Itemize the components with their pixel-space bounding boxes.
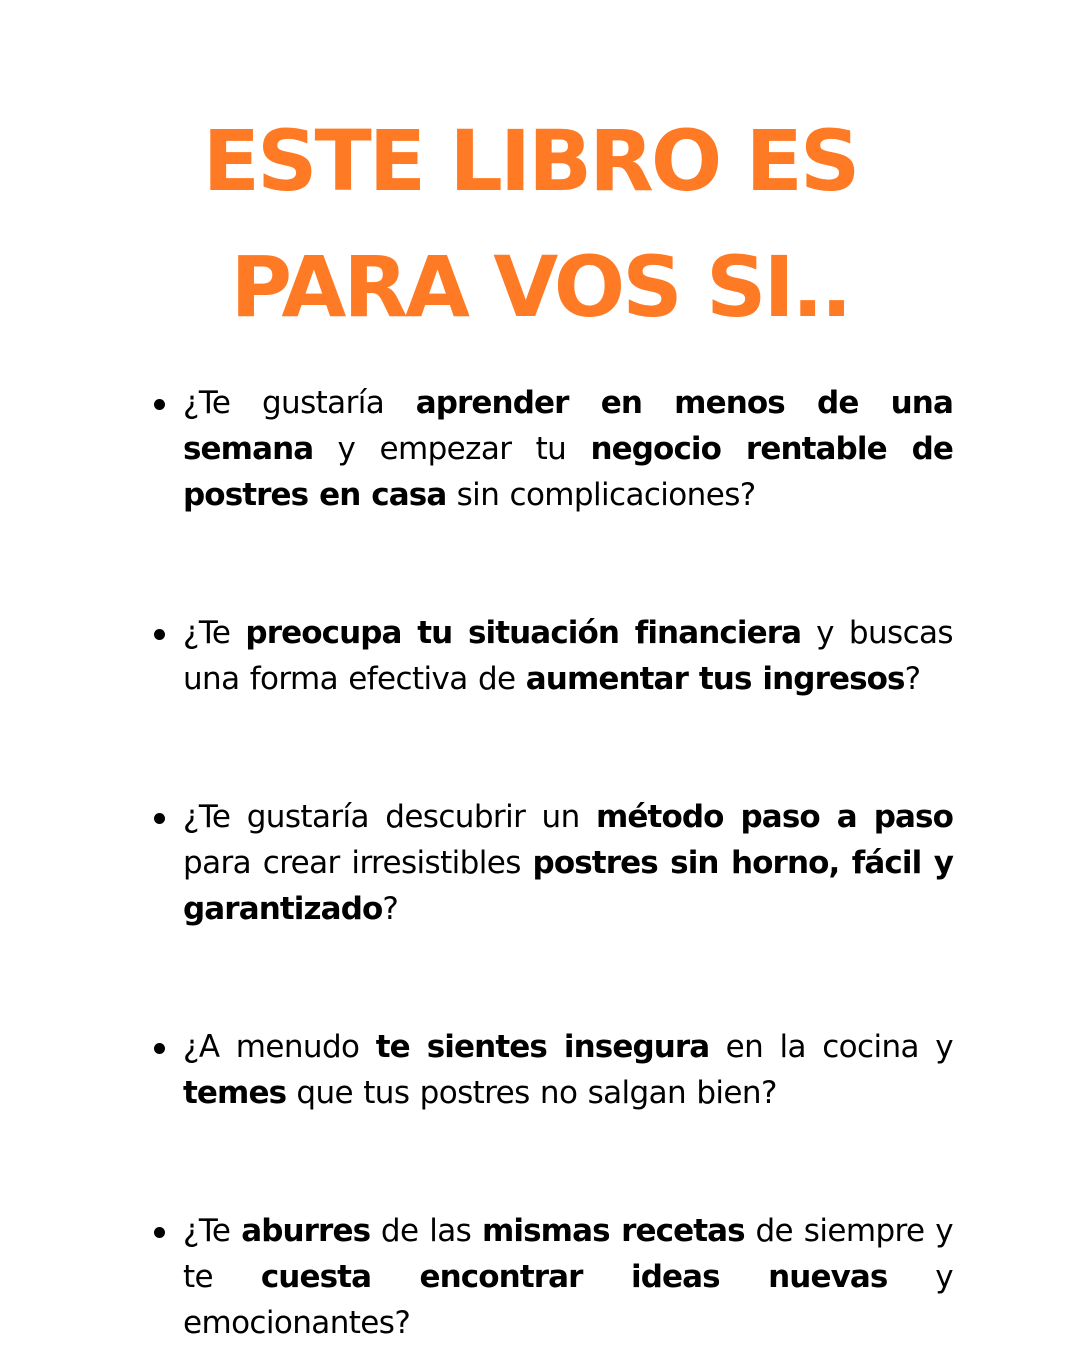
item-emphasis: temes — [183, 1075, 287, 1111]
item-emphasis: preocupa tu situación financiera — [245, 615, 802, 651]
headline — [0, 98, 1080, 350]
item-text: y buscas una forma efectiva de — [183, 615, 953, 697]
item-text: ¿Te — [183, 1213, 242, 1249]
headline-line-2: PARA VOS SI.. — [230, 238, 850, 336]
bullet-dot — [154, 813, 165, 824]
item-text: ? — [382, 891, 399, 927]
item-emphasis: mismas recetas — [482, 1213, 745, 1249]
item-text: para crear irresistibles — [183, 845, 533, 881]
list-item — [183, 1024, 953, 1116]
item-emphasis: método paso a paso — [596, 799, 953, 835]
item-text: que tus postres no salgan bien? — [286, 1075, 777, 1111]
item-text: ¿Te gustaría — [183, 385, 416, 421]
list-item — [183, 1208, 953, 1346]
bullet-dot — [154, 1227, 165, 1238]
reasons-list — [183, 380, 953, 1346]
item-text: en la cocina y — [709, 1029, 954, 1065]
item-emphasis: aburres — [241, 1213, 371, 1249]
list-item — [183, 610, 953, 702]
list-item — [183, 380, 953, 518]
item-text: ¿A menudo — [183, 1029, 376, 1065]
item-emphasis: aumentar tus ingresos — [525, 661, 905, 697]
item-text: de siempre y te — [183, 1213, 953, 1295]
item-text: ¿Te gustaría descubrir un — [183, 799, 596, 835]
item-emphasis: negocio rentable de postres en casa — [183, 431, 953, 513]
item-text: sin complicaciones? — [446, 477, 756, 513]
item-emphasis: te sientes insegura — [375, 1029, 710, 1065]
bullet-dot — [154, 1043, 165, 1054]
item-text: y empezar tu — [313, 431, 591, 467]
headline-line-1: ESTE LIBRO ES — [202, 112, 858, 210]
item-emphasis: cuesta encontrar ideas nuevas — [260, 1259, 888, 1295]
bullet-dot — [154, 629, 165, 640]
item-text: y emocionantes? — [183, 1259, 954, 1341]
item-emphasis: postres sin horno, fácil y garantizado — [183, 845, 954, 927]
item-text: ? — [904, 661, 921, 697]
item-text: de las — [370, 1213, 482, 1249]
item-emphasis: aprender en menos de una semana — [183, 385, 953, 467]
list-item — [183, 794, 953, 932]
item-text: ¿Te — [183, 615, 246, 651]
bullet-dot — [154, 399, 165, 410]
